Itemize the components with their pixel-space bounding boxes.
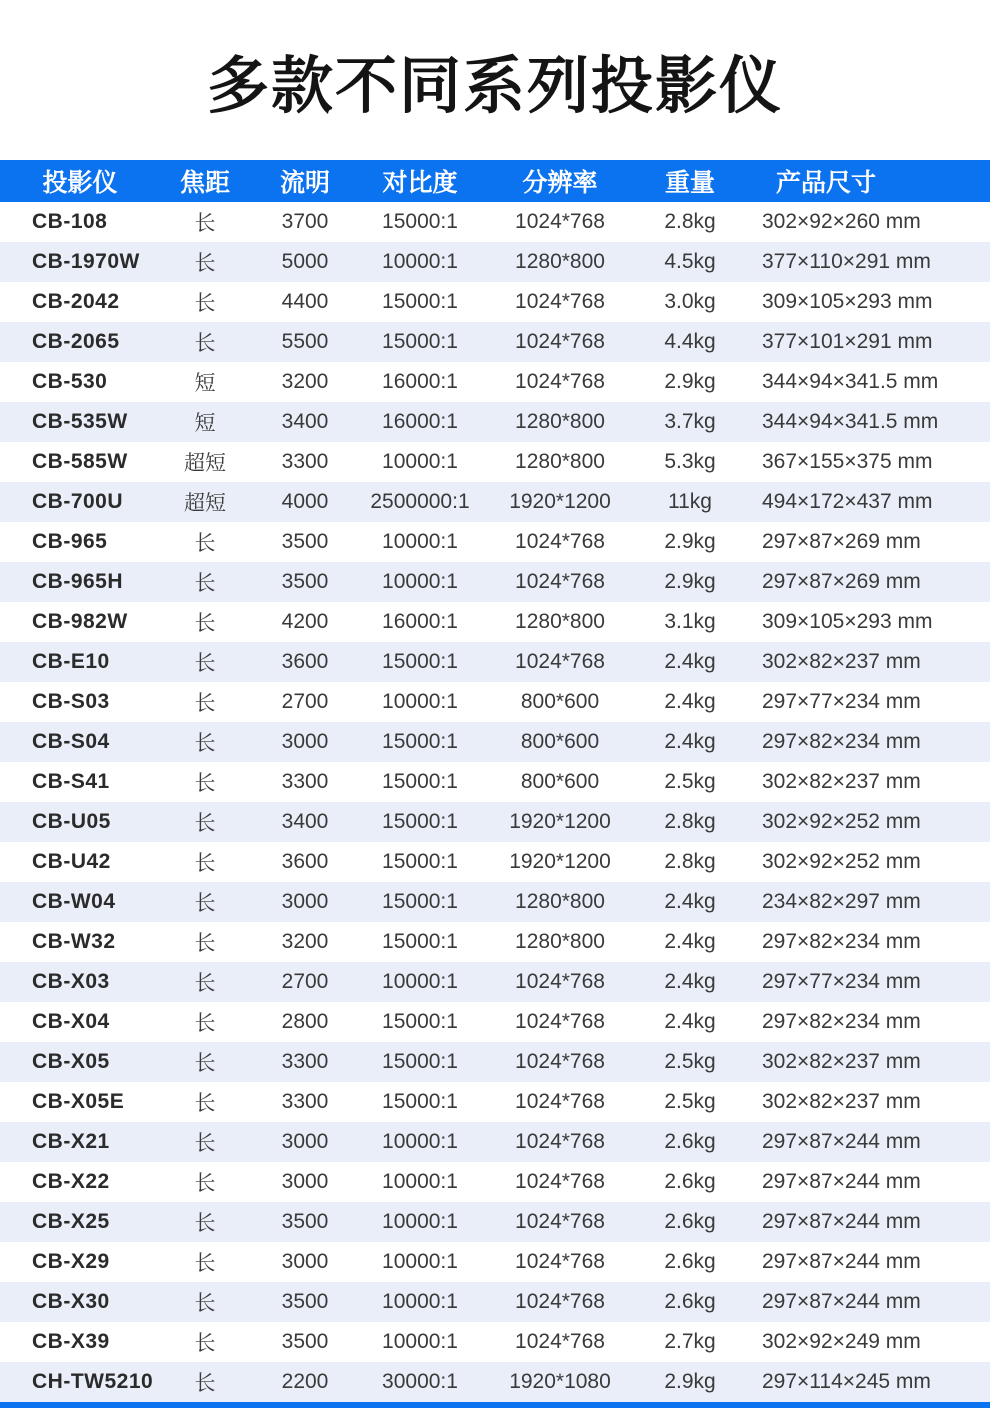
cell: 10000:1 (382, 450, 458, 473)
cell: 1920*1080 (509, 1370, 611, 1393)
table-row (0, 682, 990, 722)
cell: 1024*768 (515, 1170, 605, 1193)
cell: 1024*768 (515, 1050, 605, 1073)
cell: 16000:1 (382, 410, 458, 433)
cell: CB-2065 (32, 330, 120, 353)
table-row (0, 1362, 990, 1402)
table-row (0, 1282, 990, 1322)
cell: 15000:1 (382, 730, 458, 753)
cell: 10000:1 (382, 1170, 458, 1193)
cell: 1920*1200 (509, 490, 611, 513)
table-row (0, 602, 990, 642)
cell: 1024*768 (515, 570, 605, 593)
cell: CB-965 (32, 530, 108, 553)
column-header-3: 对比度 (382, 169, 458, 197)
cell: 长 (194, 932, 216, 955)
cell: 2.4kg (664, 650, 716, 673)
cell: 超短 (184, 492, 226, 515)
table-row (0, 1042, 990, 1082)
cell: 377×101×291 mm (762, 330, 933, 353)
table-row (0, 202, 990, 242)
cell: 10000:1 (382, 1250, 458, 1273)
cell: 长 (194, 252, 216, 275)
cell: CB-X04 (32, 1010, 110, 1033)
cell: 297×82×234 mm (762, 930, 921, 953)
cell: 2500000:1 (370, 490, 470, 513)
cell: 377×110×291 mm (762, 250, 931, 273)
cell: 长 (194, 572, 216, 595)
cell: 10000:1 (382, 570, 458, 593)
cell: 15000:1 (382, 930, 458, 953)
cell: 5000 (281, 250, 329, 273)
cell: 3.0kg (664, 290, 716, 313)
cell: 2.8kg (664, 850, 716, 873)
cell: 297×87×269 mm (762, 570, 921, 593)
cell: CB-X39 (32, 1330, 110, 1353)
cell: 10000:1 (382, 1210, 458, 1233)
cell: 2.8kg (664, 210, 716, 233)
cell: CB-982W (32, 610, 128, 633)
table-row (0, 1162, 990, 1202)
cell: CB-2042 (32, 290, 120, 313)
column-header-5: 重量 (664, 169, 715, 197)
cell: 297×87×244 mm (762, 1170, 921, 1193)
cell: CB-108 (32, 210, 108, 233)
cell: 2.8kg (664, 810, 716, 833)
cell: CB-U05 (32, 810, 111, 833)
cell: CB-X25 (32, 1210, 110, 1233)
cell: 1024*768 (515, 1250, 605, 1273)
table-row (0, 362, 990, 402)
table-row (0, 282, 990, 322)
cell: CB-S04 (32, 730, 110, 753)
cell: 长 (194, 532, 216, 555)
cell: 长 (194, 1212, 216, 1235)
cell: CB-X30 (32, 1290, 110, 1313)
cell: 3000 (281, 1170, 329, 1193)
cell: CB-X05 (32, 1050, 110, 1073)
table-row (0, 1002, 990, 1042)
cell: 16000:1 (382, 610, 458, 633)
cell: 15000:1 (382, 1050, 458, 1073)
cell: 3600 (281, 650, 329, 673)
cell: 297×87×269 mm (762, 530, 921, 553)
cell: 297×77×234 mm (762, 690, 921, 713)
cell: CB-965H (32, 570, 124, 593)
cell: 长 (194, 1092, 216, 1115)
cell: 15000:1 (382, 810, 458, 833)
table-row (0, 722, 990, 762)
table-row (0, 402, 990, 442)
cell: 344×94×341.5 mm (762, 370, 939, 393)
cell: CB-W04 (32, 890, 116, 913)
cell: 367×155×375 mm (762, 450, 933, 473)
cell: CH-TW5210 (32, 1370, 154, 1393)
cell: 4.4kg (664, 330, 716, 353)
cell: 16000:1 (382, 370, 458, 393)
cell: 1280*800 (515, 250, 605, 273)
cell: 15000:1 (382, 770, 458, 793)
cell: 1024*768 (515, 1330, 605, 1353)
cell: 1280*800 (515, 930, 605, 953)
cell: 800*600 (520, 690, 600, 713)
cell: 2.6kg (664, 1250, 716, 1273)
cell: 3300 (281, 450, 329, 473)
cell: 800*600 (520, 770, 600, 793)
cell: 长 (194, 772, 216, 795)
cell: CB-S03 (32, 690, 110, 713)
cell: 2.6kg (664, 1210, 716, 1233)
cell: 3300 (281, 770, 329, 793)
cell: 4200 (281, 610, 329, 633)
cell: 10000:1 (382, 1330, 458, 1353)
cell: 10000:1 (382, 250, 458, 273)
cell: 长 (194, 972, 216, 995)
table-row (0, 242, 990, 282)
cell: 超短 (184, 452, 226, 475)
cell: 1280*800 (515, 410, 605, 433)
cell: 297×82×234 mm (762, 1010, 921, 1033)
cell: 3500 (281, 1290, 329, 1313)
table-row (0, 642, 990, 682)
cell: 3500 (281, 530, 329, 553)
cell: 长 (194, 612, 216, 635)
cell: CB-S41 (32, 770, 110, 793)
cell: CB-E10 (32, 650, 110, 673)
cell: 3.7kg (664, 410, 716, 433)
cell: 309×105×293 mm (762, 610, 933, 633)
cell: 3200 (281, 930, 329, 953)
column-header-2: 流明 (279, 169, 330, 197)
table-row (0, 1202, 990, 1242)
cell: 15000:1 (382, 650, 458, 673)
cell: CB-585W (32, 450, 128, 473)
cell: 1280*800 (515, 610, 605, 633)
cell: 302×92×260 mm (762, 210, 921, 233)
cell: 1024*768 (515, 290, 605, 313)
table-row (0, 882, 990, 922)
cell: 1024*768 (515, 1010, 605, 1033)
cell: 1024*768 (515, 650, 605, 673)
cell: 短 (194, 372, 216, 395)
cell: 297×114×245 mm (762, 1370, 931, 1393)
cell: 302×82×237 mm (762, 1050, 921, 1073)
cell: 1024*768 (515, 1090, 605, 1113)
table-row (0, 962, 990, 1002)
cell: CB-700U (32, 490, 124, 513)
cell: 1024*768 (515, 1130, 605, 1153)
cell: 4000 (281, 490, 329, 513)
column-header-0: 投影仪 (42, 169, 118, 197)
cell: 2.6kg (664, 1170, 716, 1193)
cell: 3300 (281, 1090, 329, 1113)
cell: 1024*768 (515, 210, 605, 233)
cell: 长 (194, 292, 216, 315)
table-row (0, 482, 990, 522)
cell: 234×82×297 mm (762, 890, 921, 913)
bottom-strip (0, 1402, 990, 1408)
cell: 5.3kg (664, 450, 716, 473)
cell: 302×92×252 mm (762, 810, 921, 833)
cell: 1024*768 (515, 530, 605, 553)
cell: 2.4kg (664, 970, 716, 993)
cell: 长 (194, 1132, 216, 1155)
cell: 2.9kg (664, 1370, 716, 1393)
cell: 11kg (668, 490, 712, 513)
cell: 1024*768 (515, 1210, 605, 1233)
cell: 2.6kg (664, 1290, 716, 1313)
cell: 3200 (281, 370, 329, 393)
cell: 297×87×244 mm (762, 1210, 921, 1233)
cell: 15000:1 (382, 890, 458, 913)
cell: 长 (194, 1172, 216, 1195)
cell: 2700 (281, 690, 329, 713)
page-title: 多款不同系列投影仪 (206, 51, 783, 121)
table-row (0, 322, 990, 362)
cell: 短 (194, 412, 216, 435)
cell: CB-X21 (32, 1130, 110, 1153)
column-header-1: 焦距 (179, 169, 230, 197)
table-row (0, 1242, 990, 1282)
cell: 1024*768 (515, 370, 605, 393)
cell: 2.9kg (664, 370, 716, 393)
cell: 2.7kg (664, 1330, 716, 1353)
cell: 10000:1 (382, 1130, 458, 1153)
spec-table (0, 160, 990, 1402)
column-header-4: 分辨率 (522, 169, 598, 197)
column-header-6: 产品尺寸 (776, 169, 877, 197)
cell: 297×82×234 mm (762, 730, 921, 753)
table-row (0, 762, 990, 802)
cell: 4400 (281, 290, 329, 313)
cell: 309×105×293 mm (762, 290, 933, 313)
cell: 3500 (281, 570, 329, 593)
cell: 2.4kg (664, 890, 716, 913)
cell: 2.5kg (664, 1050, 716, 1073)
cell: 1920*1200 (509, 810, 611, 833)
cell: 长 (194, 852, 216, 875)
cell: 10000:1 (382, 1290, 458, 1313)
cell: 2.6kg (664, 1130, 716, 1153)
cell: 3400 (281, 410, 329, 433)
cell: 长 (194, 1332, 216, 1355)
cell: 3400 (281, 810, 329, 833)
cell: 30000:1 (382, 1370, 458, 1393)
cell: 2.4kg (664, 730, 716, 753)
table-row (0, 842, 990, 882)
cell: 2800 (281, 1010, 329, 1033)
table-row (0, 1082, 990, 1122)
cell: 1024*768 (515, 970, 605, 993)
cell: 长 (194, 652, 216, 675)
cell: 3000 (281, 890, 329, 913)
cell: 长 (194, 692, 216, 715)
cell: 15000:1 (382, 210, 458, 233)
cell: 长 (194, 1012, 216, 1035)
cell: 1024*768 (515, 1290, 605, 1313)
cell: 3500 (281, 1210, 329, 1233)
cell: 长 (194, 1292, 216, 1315)
cell: 2.4kg (664, 1010, 716, 1033)
cell: 2.4kg (664, 690, 716, 713)
cell: 3000 (281, 1130, 329, 1153)
cell: CB-1970W (32, 250, 140, 273)
cell: CB-W32 (32, 930, 116, 953)
cell: CB-X05E (32, 1090, 125, 1113)
cell: 2.4kg (664, 930, 716, 953)
table-row (0, 922, 990, 962)
cell: CB-X03 (32, 970, 110, 993)
table-row (0, 442, 990, 482)
cell: 1920*1200 (509, 850, 611, 873)
cell: 297×87×244 mm (762, 1290, 921, 1313)
cell: 302×92×252 mm (762, 850, 921, 873)
cell: 2700 (281, 970, 329, 993)
cell: 297×87×244 mm (762, 1130, 921, 1153)
cell: 10000:1 (382, 530, 458, 553)
cell: 800*600 (520, 730, 600, 753)
cell: 长 (194, 812, 216, 835)
cell: 4.5kg (664, 250, 716, 273)
cell: 15000:1 (382, 290, 458, 313)
cell: 长 (194, 332, 216, 355)
cell: CB-U42 (32, 850, 111, 873)
table-body (0, 202, 990, 1402)
cell: 302×92×249 mm (762, 1330, 921, 1353)
cell: 2200 (281, 1370, 329, 1393)
table-row (0, 562, 990, 602)
cell: 长 (194, 212, 216, 235)
cell: 15000:1 (382, 1010, 458, 1033)
cell: 3500 (281, 1330, 329, 1353)
cell: 494×172×437 mm (762, 490, 933, 513)
cell: 长 (194, 732, 216, 755)
cell: 1024*768 (515, 330, 605, 353)
table-row (0, 522, 990, 562)
cell: 10000:1 (382, 970, 458, 993)
cell: CB-X29 (32, 1250, 110, 1273)
cell: 长 (194, 1252, 216, 1275)
cell: 2.9kg (664, 530, 716, 553)
cell: CB-530 (32, 370, 108, 393)
cell: 长 (194, 1052, 216, 1075)
cell: 302×82×237 mm (762, 1090, 921, 1113)
cell: 10000:1 (382, 690, 458, 713)
cell: 1280*800 (515, 890, 605, 913)
cell: 3600 (281, 850, 329, 873)
cell: 5500 (281, 330, 329, 353)
cell: 297×87×244 mm (762, 1250, 921, 1273)
table-header-row (0, 160, 990, 202)
table-row (0, 802, 990, 842)
cell: 15000:1 (382, 1090, 458, 1113)
cell: CB-535W (32, 410, 128, 433)
cell: 3000 (281, 730, 329, 753)
cell: 3000 (281, 1250, 329, 1273)
cell: 1280*800 (515, 450, 605, 473)
cell: 302×82×237 mm (762, 650, 921, 673)
cell: 297×77×234 mm (762, 970, 921, 993)
cell: 2.9kg (664, 570, 716, 593)
cell: 长 (194, 892, 216, 915)
cell: 15000:1 (382, 850, 458, 873)
cell: CB-X22 (32, 1170, 110, 1193)
cell: 2.5kg (664, 770, 716, 793)
cell: 15000:1 (382, 330, 458, 353)
cell: 3300 (281, 1050, 329, 1073)
cell: 302×82×237 mm (762, 770, 921, 793)
title-section (0, 0, 990, 160)
table-row (0, 1322, 990, 1362)
cell: 长 (194, 1372, 216, 1395)
table-row (0, 1122, 990, 1162)
cell: 3.1kg (664, 610, 716, 633)
cell: 344×94×341.5 mm (762, 410, 939, 433)
cell: 2.5kg (664, 1090, 716, 1113)
cell: 3700 (281, 210, 329, 233)
